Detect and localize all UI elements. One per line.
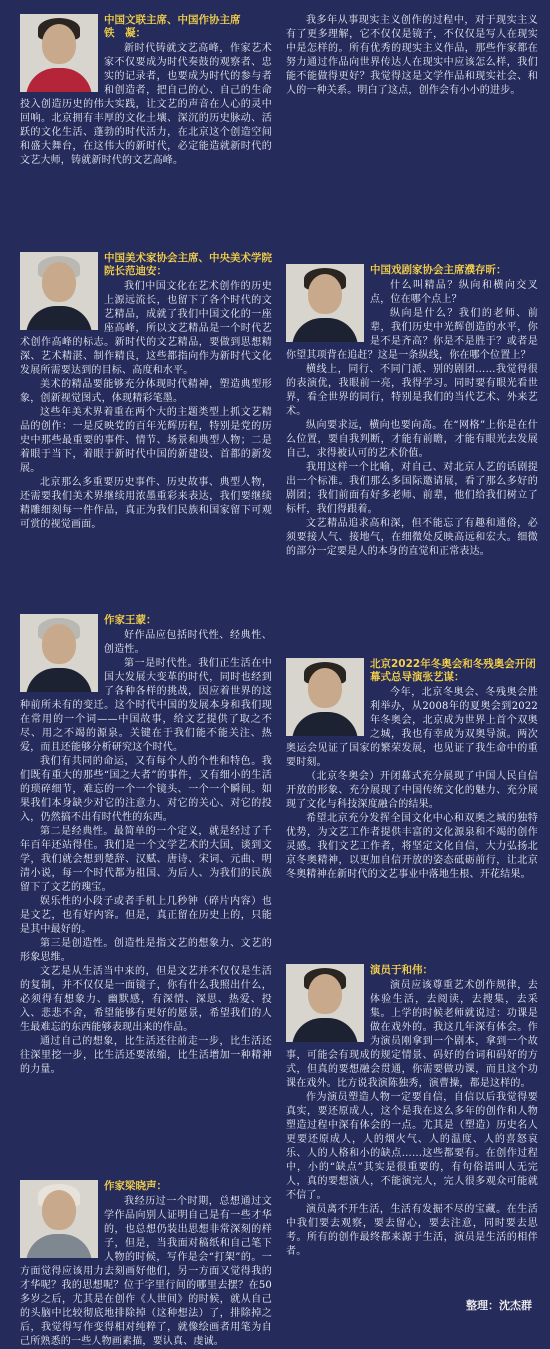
speaker-name: 中国美术家协会主席、中央美术学院院长范迪安： [104, 252, 272, 277]
speaker-name: 作家梁晓声： [104, 1180, 167, 1192]
paragraph: 娱乐性的小段子或者手机上几秒钟（碎片内容）也是文艺，也有好内容。但是，真正留在历史上的，只能是其中最好的。 [20, 896, 272, 935]
editor-credit: 整理：沈杰群 [466, 1299, 532, 1312]
paragraph: 第一是时代性。我们正生活在中国大发展大变革的时代，同时也经到了各种各样的挑战，因应着世界的这种前所未有的变迁。这个时代中国的发展本身和我们现在常用的一个词——中国故事，给文艺提供了取之不尽、用之不竭的源泉。关键在于我们能不能关注、热爱，而且还能够分析研究这个时代。 [20, 658, 272, 753]
paragraph: 我经历过一个时期，总想通过文学作品向别人证明自己是有一些才华的，也总想仍装出思想非常深刻的样子，但是，当我面对稿纸和自己笔下人物的时候，写作是会“打架”的。一方面觉得应该用力去刻画好他们，另一方面又觉得我的才华呢？我的思想呢？位于字里行间的哪里去摆？在50多岁之后，尤其是在创作《人世间》的时候，就从自己的头脑中比较彻底地排除掉（这种想法）了，排除掉之后，我觉得写作变得相对纯粹了，就像绘画者用笔为自己所熟悉的一些人物画素描，要认真、虔诚。 [20, 1196, 272, 1347]
paragraph: 通过自己的想象，比生活还往前走一步，比生活还往深里挖一步，比生活还要浓缩，比生活增加一种精神的力量。 [20, 1036, 272, 1075]
paragraph: 演员离不开生活，生活有发掘不尽的宝藏。在生活中我们要去观察，要去留心，要去注意，同时要去思考。所有的创作最终都来源于生活，演员是生活的相伴者。 [286, 1204, 538, 1257]
portrait-photo [20, 14, 98, 92]
speaker-name: 中国文联主席、中国作协主席 铁 凝： [104, 14, 241, 39]
paragraph: 新时代铸就文艺高峰，作家艺术家不仅要成为时代奏鼓的观察者、忠实的记录者，也要成为时代的参与者和创造者，把自己的心、自己的生命投入创造历史的伟大实践，让文艺的声音在人心的灵中回响。北京拥有丰厚的文化土壤、深沉的历史脉动、活跃的文化生活、蓬勃的时代活力，在北京这个创造空间和盛大舞台，在这伟大的新时代，必定能造就新时代的文艺大师，铸就新时代的文艺高峰。 [20, 43, 272, 166]
paragraph: 第三是创造性。创造性是指文艺的想象力、文艺的形象思维。 [20, 938, 272, 963]
paragraph: 这些年美术界着重在两个大的主题类型上抓文艺精品的创作：一是反映党的百年光辉历程，特别是党的历史中那些最重要的事件、情节、场景和典型人物；二是着眼于当下，着眼于新时代中国的新建设、首都的新发展。 [20, 407, 272, 474]
speaker-name: 北京2022年冬奥会和冬残奥会开闭幕式总导演张艺谋： [370, 658, 536, 683]
paragraph: 我们有共同的命运，又有每个人的个性和特色。我们既有重大的那些“国之大者”的事件，又有细小的生活的琐碎细节，难忘的一个一个镜头、一个一个瞬间。如果我们本身缺少对它的注意力、对它的关心、对它的投入，仍然搞不出有时代性的东西。 [20, 756, 272, 823]
paragraph: 作为演员塑造人物一定要自信，自信以后我觉得要真实，要还原成人，这个是我在这么多年的创作和人物塑造过程中深有体会的一点。尤其是（塑造）历史名人更要还原成人，人的烟火气、人的温度、人的喜怒哀乐、人的人格和小的缺点……这些都要有。在创作过程中，小的“缺点”其实是很重要的，有句俗语叫人无完人，真的要想演人，不能演完人，完人很多观众可能就不信了。 [286, 1092, 538, 1201]
speaker-name: 中国戏剧家协会主席濮存昕： [370, 264, 507, 276]
speaker-name: 作家王蒙： [104, 614, 157, 626]
paragraph: 希望北京充分发挥全国文化中心和双奥之城的独特优势，为文艺工作者提供丰富的文化源泉和不竭的创作灵感。我们文艺工作者，将坚定文化自信，大力弘扬北京冬奥精神，以更加自信开放的姿态砥砺前行，让北京冬奥精神在新时代的文艺事业中落地生根、开花结果。 [286, 813, 538, 880]
section-liang-xiao-sheng-continued [286, 14, 538, 98]
paragraph: 纵向是什么？我们的老师、前辈，我们历史中光辉创造的水平，你是不是齐高？你是不是胜于？或者是你望其项背在追赶？这是一条纵线，你在哪个位置上？ [286, 308, 538, 361]
right-column [286, 0, 538, 1325]
portrait-photo [286, 964, 364, 1042]
paragraph: 第二是经典性。最简单的一个定义，就是经过了千年百年还站得住。我们是一个文学艺术的大国，谈到文学，我们就会想到楚辞、汉赋、唐诗、宋词、元曲、明清小说，每一个时代都为祖国、为后人、为我们的民族留下了文艺的瑰宝。 [20, 826, 272, 893]
paragraph: 文艺是从生活当中来的，但是文艺并不仅仅是生活的复制，并不仅仅是一面镜子，你有什么我照出什么，必须得有想象力、幽默感，有深情、深思、热爱、投入、悲悲不舍，希望能够有更好的愿景，希望我们的人生最难忘的东西能够表现出来的作品。 [20, 966, 272, 1033]
paragraph: （北京冬奥会）开闭幕式充分展现了中国人民自信开放的形象、充分展现了中国传统文化的魅力、充分展现了文化与科技深度融合的结果。 [286, 771, 538, 810]
left-column [20, 0, 272, 1347]
portrait-photo [20, 1180, 98, 1258]
section-liang-xiao-sheng [20, 1180, 272, 1349]
portrait-photo [286, 658, 364, 736]
portrait-photo [20, 252, 98, 330]
paragraph: 文艺精品追求高和深，但不能忘了有趣和通俗，必须要接人气、接地气，在细微处反映高远和宏大。细微的部分一定要是人的本身的直觉和正常表达。 [286, 518, 538, 557]
paragraph: 演员应该尊重艺术创作规律，去体验生活，去阅读，去搜集，去采集。上学的时候老师就说过：功课是做在戏外的。我这几年深有体会。作为演员刚拿到一个剧本，拿到一个故事，可能会有现成的规定情景、码好的台词和码好的方式，但真的要想融会贯通，你需要做功课，而且这个功课在戏外。比方说我演陈独秀，演曹操，都是这样的。 [286, 980, 538, 1089]
section-yu-he-wei [286, 964, 538, 1259]
paragraph: 纵向要求远，横向也要向高。在“网格”上你是在什么位置，要自我判断，才能有前瞻，才能有眼光去发展自己，求得被认可的艺术价值。 [286, 420, 538, 459]
speaker-name: 演员于和伟： [370, 964, 433, 976]
paragraph: 北京那么多重要历史事件、历史故事、典型人物，还需要我们美术界继续用浓墨重彩来表达，我们要继续精雕细刻每一件作品，真正为我们民族和国家留下可观可赏的视觉画面。 [20, 477, 272, 530]
paragraph: 横线上，同行、不同门派、别的剧团……我觉得很的表演优，我眼前一亮，我得学习。同时要有眼光看世界，看全世界的同行，特别是我们的当代艺术、外来艺术。 [286, 364, 538, 417]
section-zhang-yi-mou [286, 658, 538, 882]
paragraph: 美术的精品要能够充分体现时代精神，塑造典型形象，创新视觉图式，体现精彩笔墨。 [20, 379, 272, 404]
paragraph: 好作品应包括时代性、经典性、创造性。 [104, 630, 272, 655]
section-tie-ning [20, 14, 272, 168]
paragraph: 今年，北京冬奥会、冬残奥会胜利举办，从2008年的夏奥会到2022年冬奥会，北京成为世界上首个双奥之城，我也有幸成为双奥导演。两次奥运会见证了国家的繁荣发展，也见证了我生命中的重要时刻。 [286, 687, 538, 768]
section-pu-cun-xin [286, 264, 538, 559]
paragraph: 什么叫精品？纵向和横向交叉点，位在哪个点上？ [370, 280, 538, 305]
section-wang-meng [20, 614, 272, 1077]
portrait-photo [286, 264, 364, 342]
portrait-photo [20, 614, 98, 692]
paragraph: 我用这样一个比喻，对自己、对北京人艺的话剧提出一个标准。我们那么多国际邀请展，看了那么多好的剧团；我们前面有好多老师、前辈，他们给我们树立了标杆，我们得跟着。 [286, 462, 538, 515]
paragraph: 我多年从事现实主义创作的过程中，对于现实主义有了更多理解，它不仅仅是镜子，不仅仅是写人在现实中是怎样的。所有优秀的现实主义作品，那些作家都在努力通过作品向世界传达人在现实中应该怎么样，我们能不能做得更好？我觉得这是文学作品和现实社会、和人的一种关系。明白了这点，创作会有小小的进步。 [286, 15, 538, 96]
paragraph: 我们中国文化在艺术创作的历史上源远流长，也留下了各个时代的文艺精品，成就了我们中国文化的一座座高峰，所以文艺精品是一个时代艺术创作高峰的标志。新时代的文艺精品，要做到思想精深、艺术精湛、制作精良，这些都指向作为新时代文化发展所需要达到的目标、高度和水平。 [20, 281, 272, 376]
section-fan-di-an [20, 252, 272, 532]
